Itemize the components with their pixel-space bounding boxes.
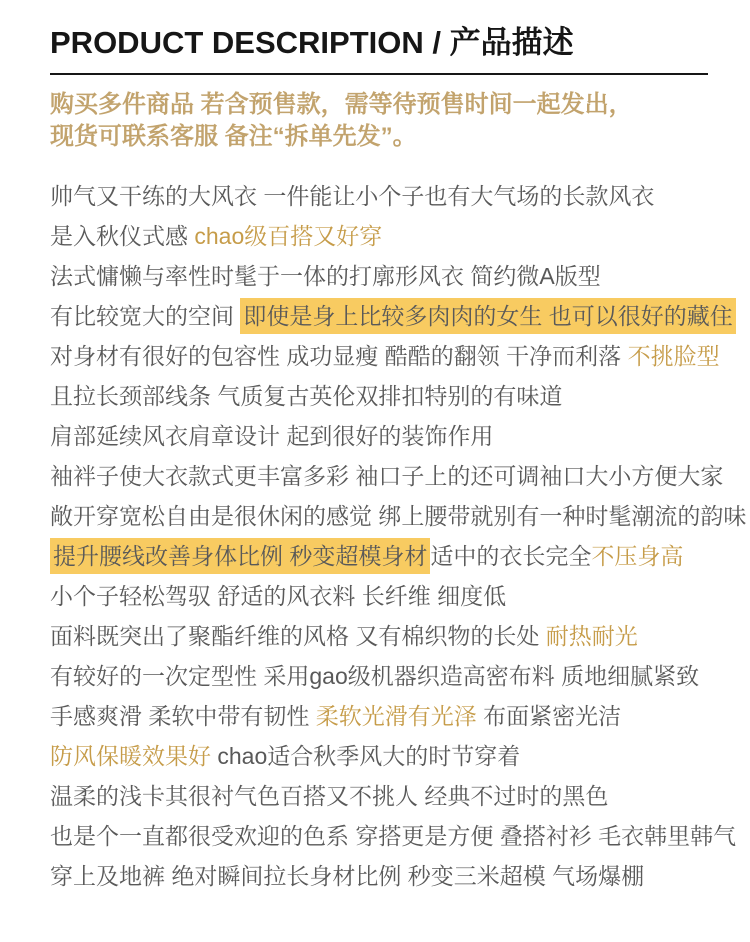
description-segment-normal: 布面紧密光洁 [476,703,622,729]
description-segment-normal: 是入秋仪式感 [50,223,195,249]
description-line [50,616,712,656]
description-segment-normal: 适中的衣长完全 [430,543,592,569]
description-segment-accent: 防风保暖效果好 [50,743,211,769]
description-segment-normal: 袖袢子使大衣款式更丰富多彩 袖口子上的还可调袖口大小方便大家 [50,463,724,489]
description-segment-accent: 柔软光滑有光泽 [315,703,477,729]
description-segment-normal: 且拉长颈部线条 气质复古英伦双排扣特别的有味道 [50,383,563,409]
description-segment-highlight: 提升腰线改善身体比例 秒变超模身材 [50,538,430,574]
description-segment-accent: chao级百搭又好穿 [194,223,383,249]
description-line [50,456,724,496]
description-line [50,736,712,776]
description-segment-normal: 温柔的浅卡其很衬气色百搭又不挑人 经典不过时的黑色 [50,783,609,809]
description-line [50,536,712,576]
description-segment-normal: 手感爽滑 柔软中带有韧性 [50,703,316,729]
presale-notice [50,89,712,153]
presale-notice-line-1: 购买多件商品 若含预售款，需等待预售时间一起发出， [50,91,633,118]
description-segment-normal: 帅气又干练的大风衣 一件能让小个子也有大气场的长款风衣 [50,183,655,209]
description-line [50,376,712,416]
description-line [50,416,712,456]
description-line [50,336,720,376]
description-line [50,496,747,536]
description-segment-normal: 法式慵懒与率性时髦于一体的打廓形风衣 简约微A版型 [50,263,601,289]
description-segment-normal: 穿上及地裤 绝对瞬间拉长身材比例 秒变三米超模 气场爆棚 [50,863,645,889]
description-line [50,776,712,816]
description-segment-normal: 对身材有很好的包容性 成功显瘦 酷酷的翻领 干净而利落 [50,343,628,369]
description-text [50,176,747,896]
description-line [50,856,712,896]
description-segment-accent: 不挑脸型 [627,343,720,369]
description-segment-normal: 有较好的一次定型性 采用gao级机器织造高密布料 质地细腻紧致 [50,663,700,689]
description-segment-normal: chao适合秋季风大的时节穿着 [211,743,521,769]
page-title: PRODUCT DESCRIPTION / 产品描述 [50,25,574,60]
section-header [50,26,708,75]
description-segment-accent: 耐热耐光 [545,623,638,649]
description-line [50,176,712,216]
description-segment-normal: 有比较宽大的空间 [50,303,241,329]
description-segment-highlight: 即使是身上比较多肉肉的女生 也可以很好的藏住 [240,298,735,334]
description-line [50,216,712,256]
description-line [50,296,733,336]
description-line [50,576,712,616]
description-line [50,816,737,856]
description-segment-normal: 敞开穿宽松自由是很休闲的感觉 绑上腰带就别有一种时髦潮流的韵味 [50,503,747,529]
description-segment-normal: 小个子轻松驾驭 舒适的风衣料 长纤维 细度低 [50,583,507,609]
description-segment-normal: 肩部延续风衣肩章设计 起到很好的装饰作用 [50,423,494,449]
description-line [50,256,712,296]
description-line [50,656,712,696]
presale-notice-line-2: 现货可联系客服 备注“拆单先发”。 [50,123,417,150]
description-segment-accent: 不压身高 [591,543,684,569]
description-segment-normal: 面料既突出了聚酯纤维的风格 又有棉织物的长处 [50,623,546,649]
description-line [50,696,712,736]
description-segment-normal: 也是个一直都很受欢迎的色系 穿搭更是方便 叠搭衬衫 毛衣韩里韩气 [50,823,737,849]
